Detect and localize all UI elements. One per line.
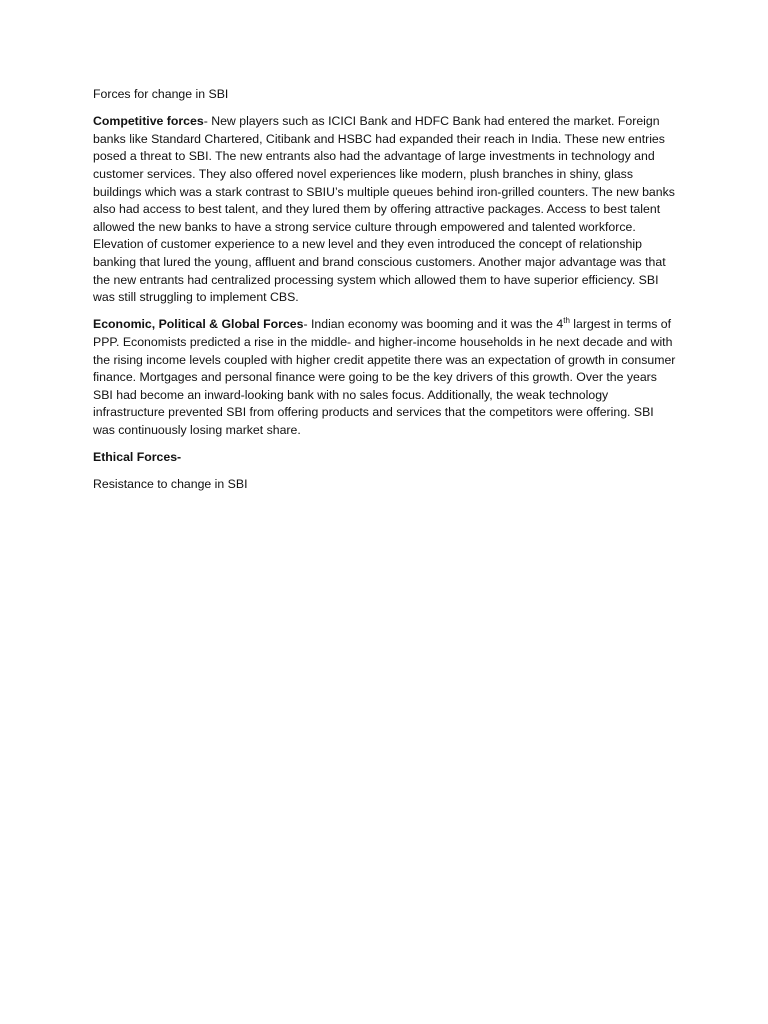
text-economic-forces-part1: - Indian economy was booming and it was the 4 — [303, 317, 564, 332]
paragraph-competitive-forces — [93, 113, 678, 307]
text-competitive-forces: - New players such as ICICI Bank and HDFC Bank had entered the market. Foreign banks like Standard Chartered, Citibank and HSBC had expanded their reach in India. These new entries posed a threat to SBI. The new entrants also had the advantage of large investments in technology and customer services. They also offered novel experiences like modern, plush branches in shiny, glass buildings which was a stark contrast to SBIU’s multiple queues behind iron-grilled counters. The new banks also had access to best talent, and they lured them by offering attractive packages. Access to best talent allowed the new banks to have a strong service culture through empowered and talented workforce. Elevation of customer experience to a new level and they even introduced the concept of relationship banking that lured the young, affluent and brand conscious customers. Another major advantage was that the new entrants had centralized processing system which allowed them to have superior efficiency. SBI was still struggling to implement CBS. — [93, 114, 675, 305]
text-economic-forces-part2: largest in terms of PPP. Economists predicted a rise in the middle- and higher-income households in he next decade and with the rising income levels coupled with higher credit appetite there was an expectation of growth in consumer finance. Mortgages and personal finance were going to be the key drivers of this growth. Over the years SBI had become an inward-looking bank with no sales focus. Additionally, the weak technology infrastructure prevented SBI from offering products and services that the competitors were offering. SBI was continuously losing market share. — [93, 317, 676, 437]
document-page — [93, 86, 678, 503]
paragraph-economic-forces — [93, 316, 678, 439]
label-competitive-forces: Competitive forces — [93, 114, 204, 129]
superscript-ordinal: th — [563, 316, 570, 326]
heading-forces-for-change: Forces for change in SBI — [93, 87, 229, 101]
paragraph-ethical-forces — [93, 449, 678, 467]
label-ethical-forces: Ethical Forces- — [93, 450, 182, 465]
label-economic-forces: Economic, Political & Global Forces — [93, 317, 304, 332]
heading-resistance-to-change: Resistance to change in SBI — [93, 477, 248, 492]
